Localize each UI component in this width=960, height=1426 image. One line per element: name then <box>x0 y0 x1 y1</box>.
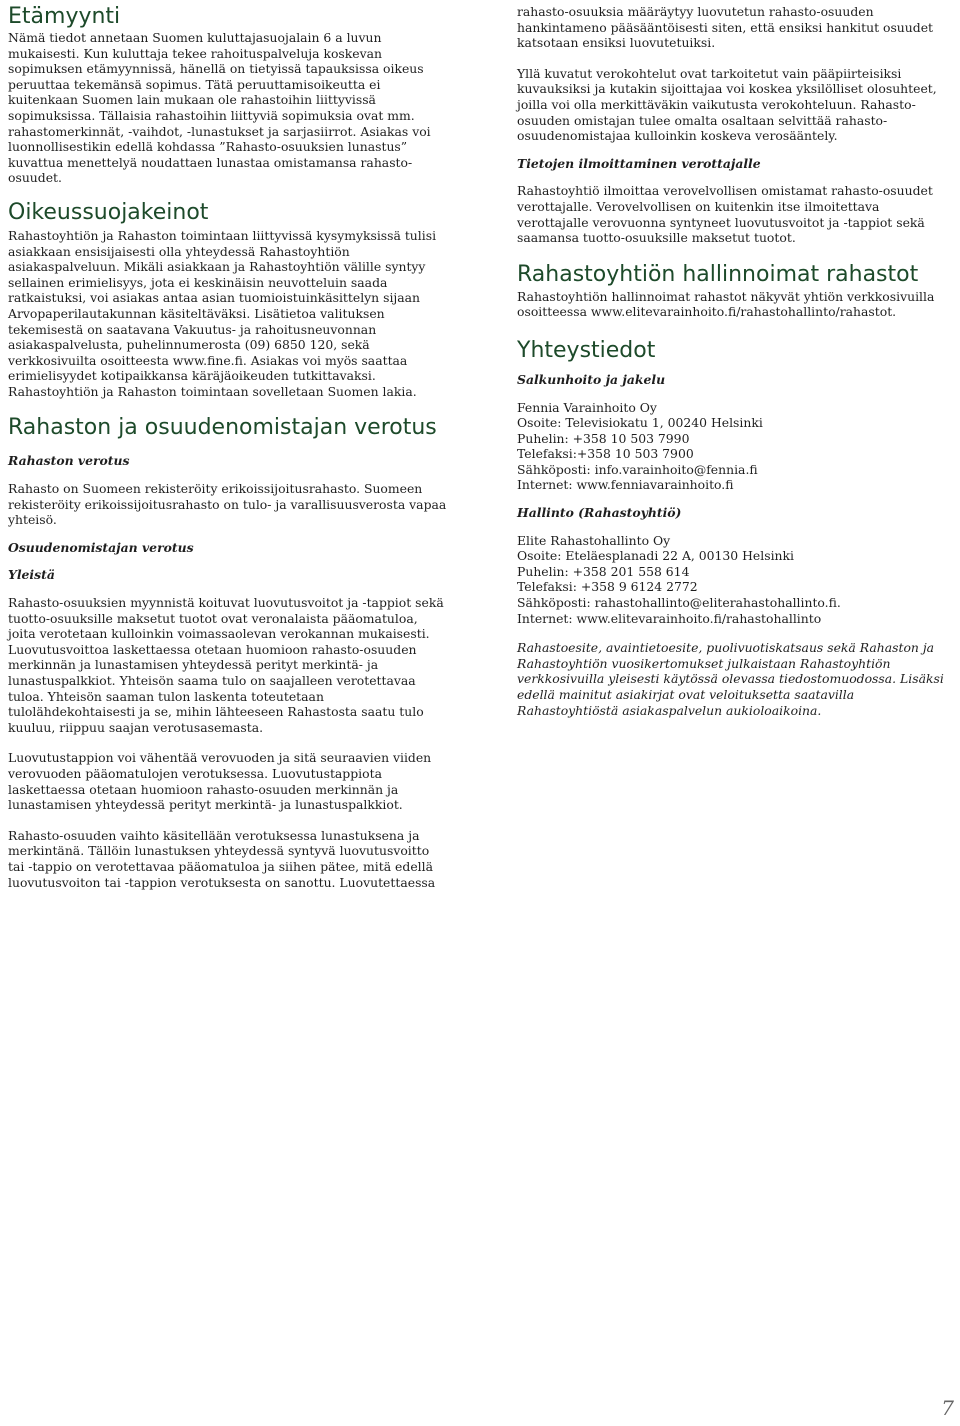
fennia-company: Fennia Varainhoito Oy <box>517 399 657 415</box>
elite-address: Osoite: Eteläesplanadi 22 A, 00130 Helsinki <box>517 548 795 564</box>
subheading-yleista: Yleistä <box>8 567 55 583</box>
elite-email: Sähköposti: rahastohallinto@eliterahastohallinto.fi. <box>517 595 841 611</box>
section-title-hallinnoimat-rahastot: Rahastoyhtiön hallinnoimat rahastot <box>517 261 919 287</box>
tietojen-ilmoittaminen-paragraph: Rahastoyhtiö ilmoittaa verovelvollisen omistamat rahasto-osuudet verottajalle. Verovelvollisen on kuitenkin itse ilmoitettava verottajalle verovuonna syntyneet luovutusvoitot ja -tappiot sekä saamansa tuotto-osuuksille maksetut tuotot. <box>517 183 933 246</box>
yleista-paragraph: Rahasto-osuuksien myynnistä koituvat luovutusvoitot ja -tappiot sekä tuotto-osuuksille maksetut tuotot ovat veronalaista pääomatuloa, joita verotetaan kulloinkin voimassaolevan verokannan mukaisesti. Luovutusvoittoa laskettaessa otetaan huomioon rahasto-osuuden merkinnän ja lunastamisen yhteydessä perityt merkintä- ja lunastuspalkkiot. Yhteisön saama tulo on saajalleen verotettavaa tuloa. Yhteisön saaman tulon laskenta toteutetaan tulolähdekohtaisesti ja se, mihin lähteeseen Rahastosta saatu tulo kuuluu, riippuu saajan verotusasemasta. <box>8 595 444 735</box>
subheading-osuudenomistajan-verotus: Osuudenomistajan verotus <box>8 539 194 555</box>
fennia-website: Internet: www.fenniavarainhoito.fi <box>517 477 734 493</box>
oikeussuojakeinot-paragraph: Rahastoyhtiön ja Rahaston toimintaan liittyvissä kysymyksissä tulisi asiakkaan ensisijaisesti olla yhteydessä Rahastoyhtiön asiakaspalveluun. Mikäli asiakkaan ja Rahastoyhtiön välille syntyy sellainen erimielisyys, jota ei keskinäisin neuvotteluin saada ratkaistuksi, voi asiakas antaa asian tuomioistuinkäsittelyn sijaan Arvopaperilautakunnan käsiteltäväksi. Lisätietoa valituksen tekemisestä on saatavana Vakuutus- ja rahoitusneuvonnan asiakaspalvelusta, puhelinnumerosta (09) 6850 120, sekä verkkosivuilta osoitteesta www.fine.fi. Asiakas voi myös saattaa erimielisyydet kotipaikkansa käräjäoikeuden tutkittavaksi. Rahastoyhtiön ja Rahaston toimintaan sovelletaan Suomen lakia. <box>8 227 437 399</box>
continued-paragraph: rahasto-osuuksia määräytyy luovutetun rahasto-osuuden hankintameno pääsääntöisesti siten, että ensiksi hankitut osuudet katsotaan ensiksi luovutetuiksi. <box>517 4 934 51</box>
etamyynti-paragraph: Nämä tiedot annetaan Suomen kuluttajasuojalain 6 a luvun mukaisesti. Kun kuluttaja tekee rahoituspalveluja koskevan sopimuksen etämyynnissä, hänellä on tietyissä tapauksissa oikeus peruuttaa tekemänsä sopimus. Tätä peruuttamisoikeutta ei kuitenkaan Suomen lain mukaan ole rahastoihin liittyvissä sopimuksissa. Tällaisia rahastoihin liittyviä sopimuksia ovat mm. rahastomerkinnät, -vaihdot, -lunastukset ja sarjasiirrot. Asiakas voi luonnollisestikin edellä kohdassa ”Rahasto-osuuksien lunastus” kuvattua menettelyä noudattaen lunastaa omistamansa rahasto-osuudet. <box>8 30 431 186</box>
closing-paragraph: Rahastoesite, avaintietoesite, puolivuotiskatsaus sekä Rahaston ja Rahastoyhtiön vuosikertomukset julkaistaan Rahastoyhtiön verkkosivuilla yleisesti käytössä olevassa tiedostomuodossa. Lisäksi edellä mainitut asiakirjat ovat veloituksetta saatavilla Rahastoyhtiöstä asiakaspalvelun aukioloaikoina. <box>517 640 944 718</box>
right-column <box>517 0 947 718</box>
fennia-email: Sähköposti: info.varainhoito@fennia.fi <box>517 461 758 477</box>
rahaston-verotus-paragraph: Rahasto on Suomeen rekisteröity erikoissijoitusrahasto. Suomeen rekisteröity erikoissijoitusrahasto on tulo- ja varallisuusverosta vapaa yhteisö. <box>8 481 447 528</box>
section-title-etamyynti: Etämyynti <box>8 4 121 29</box>
vaihto-paragraph: Rahasto-osuuden vaihto käsitellään verotuksessa lunastuksena ja merkintänä. Tällöin lunastuksen yhteydessä syntyvä luovutusvoitto tai -tappio on verotettavaa pääomatuloa ja siihen pätee, mitä edellä luovutusvoiton tai -tappion verotuksesta on sanottu. Luovutettaessa <box>8 827 436 890</box>
section-title-oikeussuojakeinot: Oikeussuojakeinot <box>8 199 209 225</box>
elite-website: Internet: www.elitevarainhoito.fi/rahastohallinto <box>517 610 822 626</box>
page-number: 7 <box>941 1396 954 1420</box>
fennia-contact <box>517 400 947 494</box>
subheading-hallinto: Hallinto (Rahastoyhtiö) <box>517 505 682 521</box>
elite-fax: Telefaksi: +358 9 6124 2772 <box>517 579 698 595</box>
subheading-rahaston-verotus: Rahaston verotus <box>8 453 130 469</box>
fennia-fax: Telefaksi:+358 10 503 7900 <box>517 446 694 462</box>
elite-company: Elite Rahastohallinto Oy <box>517 532 671 548</box>
fennia-phone: Puhelin: +358 10 503 7990 <box>517 430 690 446</box>
subheading-salkunhoito: Salkunhoito ja jakelu <box>517 371 666 387</box>
verokohtelut-paragraph: Yllä kuvatut verokohtelut ovat tarkoitetut vain pääpiirteisiksi kuvauksiksi ja kutakin sijoittajaa voi koskea yksilölliset olosuhteet, joilla voi olla merkittäväkin vaikutusta verokohteluun. Rahasto-osuuden omistajan tulee omalta osaltaan selvittää rahasto-osuudenomistajaa kulloinkin koskeva verosääntely. <box>517 65 937 144</box>
elite-contact <box>517 533 947 627</box>
section-title-verotus: Rahaston ja osuudenomistajan verotus <box>8 415 437 441</box>
fennia-address: Osoite: Televisiokatu 1, 00240 Helsinki <box>517 415 763 431</box>
hallinnoimat-rahastot-paragraph: Rahastoyhtiön hallinnoimat rahastot näkyvät yhtiön verkkosivuilla osoitteessa www.elitevarainhoito.fi/rahastohallinto/rahastot. <box>517 288 935 320</box>
section-title-yhteystiedot: Yhteystiedot <box>517 337 656 363</box>
subheading-tietojen-ilmoittaminen: Tietojen ilmoittaminen verottajalle <box>517 155 761 171</box>
left-column <box>8 0 448 890</box>
elite-phone: Puhelin: +358 201 558 614 <box>517 563 690 579</box>
luovutustappio-paragraph: Luovutustappion voi vähentää verovuoden ja sitä seuraavien viiden verovuoden pääomatulojen verotuksessa. Luovutustappiota laskettaessa otetaan huomioon rahasto-osuuden merkinnän ja lunastamisen yhteydessä perityt merkintä- ja lunastuspalkkiot. <box>8 750 432 813</box>
